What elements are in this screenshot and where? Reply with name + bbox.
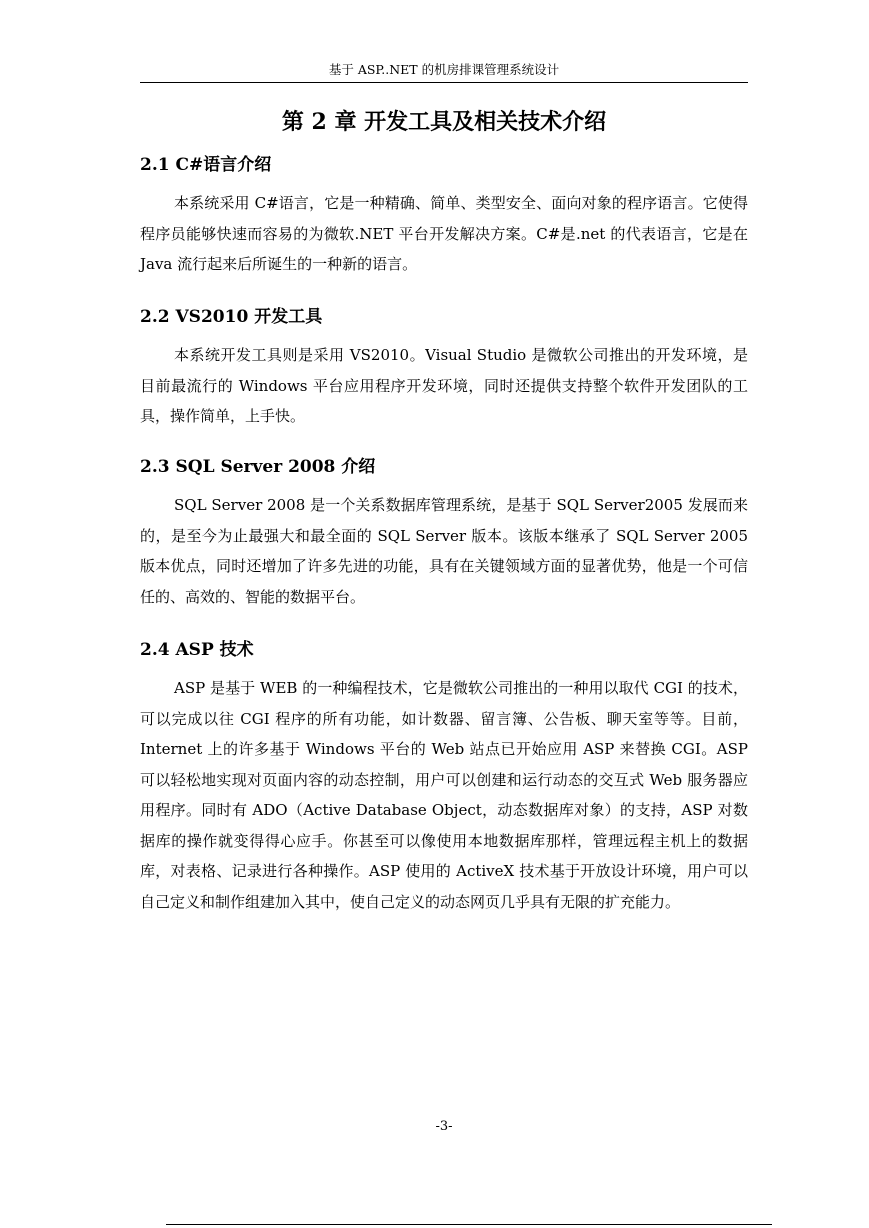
- section-paragraph: 本系统采用 C#语言，它是一种精确、简单、类型安全、面向对象的程序语言。它使得程序员能够快速而容易的为微软.NET 平台开发解决方案。C#是.net 的代表语言，它是在 Java 流行起来后所诞生的一种新的语言。: [140, 194, 748, 273]
- section-heading: 2.3 SQL Server 2008 介绍: [140, 457, 376, 477]
- section-paragraph: SQL Server 2008 是一个关系数据库管理系统，是基于 SQL Server2005 发展而来的，是至今为止最强大和最全面的 SQL Server 版本。该版本继承了 SQL Server 2005 版本优点，同时还增加了许多先进的功能，具有在关键领域方面的显著优势，他是一个可信任的、高效的、智能的数据平台。: [140, 496, 748, 606]
- section-2-3: [140, 454, 748, 612]
- section-paragraph: 本系统开发工具则是采用 VS2010。Visual Studio 是微软公司推出的开发环境，是目前最流行的 Windows 平台应用程序开发环境，同时还提供支持整个软件开发团队的工具，操作简单，上手快。: [140, 346, 748, 425]
- section-heading: 2.2 VS2010 开发工具: [140, 307, 323, 327]
- page-number: -3-: [435, 1119, 453, 1134]
- section-2-2: [140, 304, 748, 432]
- section-paragraph: ASP 是基于 WEB 的一种编程技术，它是微软公司推出的一种用以取代 CGI 的技术，可以完成以往 CGI 程序的所有功能，如计数器、留言簿、公告板、聊天室等等。目前，Internet 上的许多基于 Windows 平台的 Web 站点已开始应用 ASP 来替换 CGI。ASP 可以轻松地实现对页面内容的动态控制，用户可以创建和运行动态的交互式 Web 服务器应用程序。同时有 ADO（Active Database Object，动态数据库对象）的支持，ASP 对数据库的操作就变得得心应手。你甚至可以像使用本地数据库那样，管理远程主机上的数据库，对表格、记录进行各种操作。ASP 使用的 ActiveX 技术基于开放设计环境，用户可以自己定义和制作组建加入其中，使自己定义的动态网页几乎具有无限的扩充能力。: [140, 679, 748, 911]
- section-2-4: [140, 637, 748, 917]
- running-header: 基于 ASP..NET 的机房排课管理系统设计: [328, 62, 560, 77]
- section-2-1: [140, 152, 748, 280]
- section-heading: 2.1 C#语言介绍: [140, 155, 272, 175]
- header-divider: [140, 82, 748, 83]
- chapter-title: 第 2 章 开发工具及相关技术介绍: [281, 109, 607, 135]
- section-heading: 2.4 ASP 技术: [140, 640, 254, 660]
- footer-divider: [166, 1224, 772, 1225]
